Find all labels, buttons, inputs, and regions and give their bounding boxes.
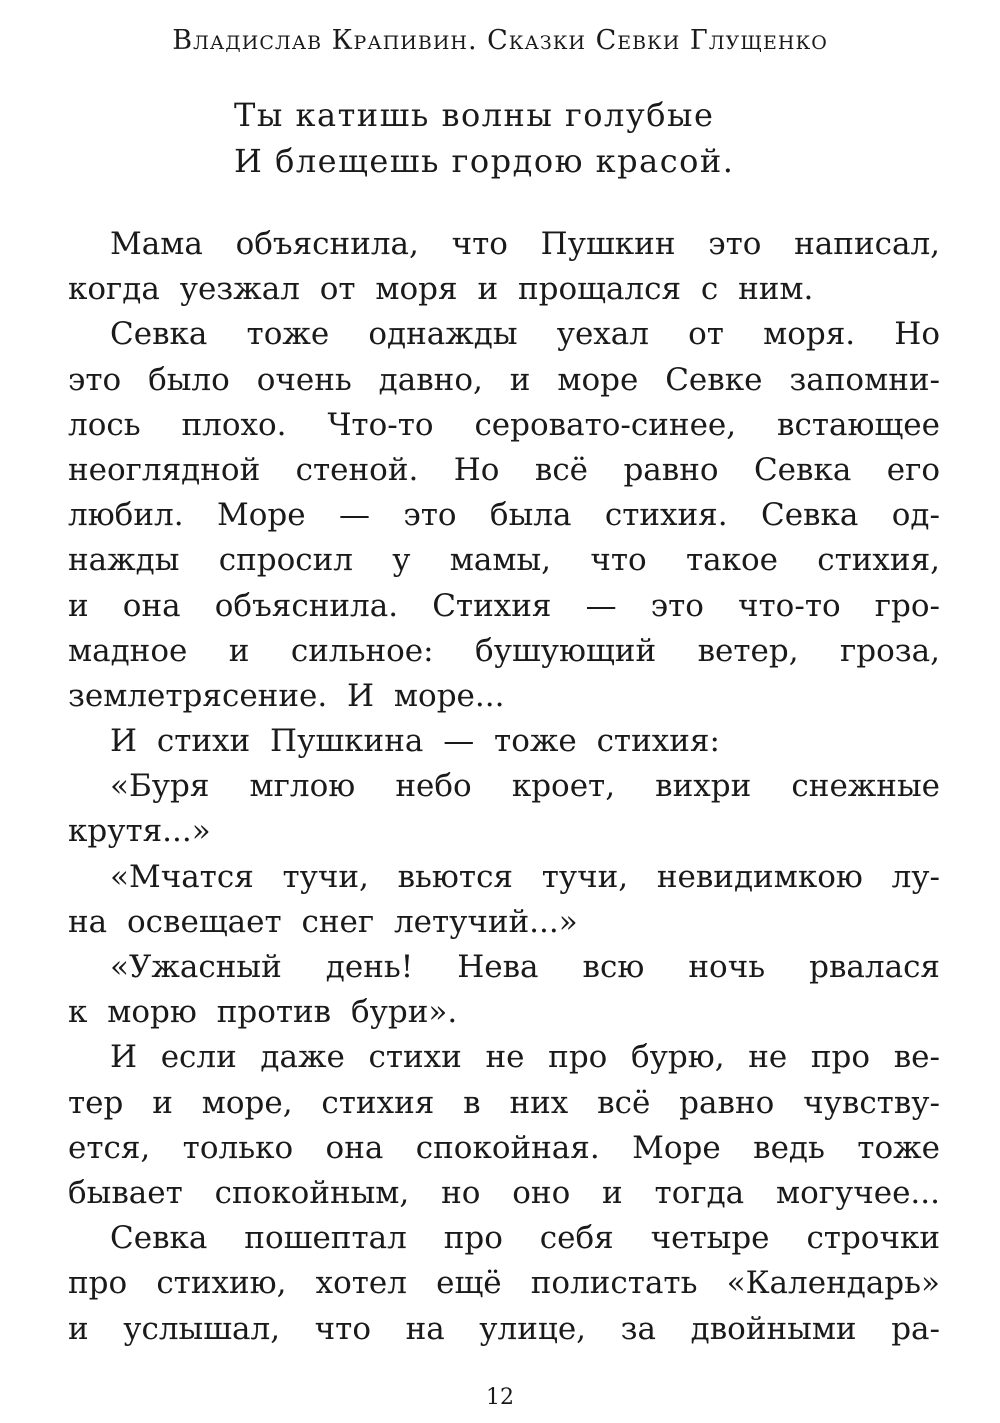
page-number: 12 [486, 1385, 514, 1410]
text-line: любил. Море — это была стихия. Севка од- [68, 497, 940, 534]
text-line: И если даже стихи не про бурю, не про ве- [110, 1039, 940, 1076]
text-line: на освещает снег летучий...» [68, 903, 578, 940]
running-head: Владислав Крапивин. Сказки Севки Глущенко [172, 25, 828, 56]
text-line: ется, только она спокойная. Море ведь тоже [68, 1129, 940, 1166]
text-line: неоглядной стеной. Но всё равно Севка его [68, 451, 940, 488]
poem-quote [234, 92, 734, 184]
text-line: землетрясение. И море... [68, 677, 505, 714]
text-line: «Буря мглою небо кроет, вихри снежные [110, 768, 940, 805]
text-line: Севка пошептал про себя четыре строчки [110, 1220, 940, 1257]
text-line: мадное и сильное: бушующий ветер, гроза, [68, 632, 940, 669]
text-line: И стихи Пушкина — тоже стихия: [110, 723, 720, 760]
text-line: крутя...» [68, 813, 211, 850]
text-line: Севка тоже однажды уехал от моря. Но [110, 316, 940, 353]
text-line: «Ужасный день! Нева всю ночь рвалася [110, 949, 940, 985]
text-line: это было очень давно, и море Севке запомни- [68, 361, 940, 398]
text-line: к морю против бури». [68, 994, 458, 1031]
text-line: про стихию, хотел ещё полистать «Календарь» [68, 1265, 940, 1302]
poem-line: Ты катишь волны голубые [234, 96, 715, 134]
text-line: «Мчатся тучи, вьются тучи, невидимкою лу- [110, 858, 940, 895]
text-line: тер и море, стихия в них всё равно чувству- [68, 1084, 940, 1121]
text-line: и услышал, что на улице, за двойными ра- [68, 1310, 940, 1347]
poem-line: И блещешь гордою красой. [234, 142, 735, 180]
text-line: нажды спросил у мамы, что такое стихия, [68, 542, 940, 579]
text-line: бывает спокойным, но оно и тогда могучее... [68, 1174, 940, 1211]
text-line: когда уезжал от моря и прощался с ним. [68, 271, 814, 308]
text-line: Мама объяснила, что Пушкин это написал, [110, 226, 940, 262]
body-text [68, 222, 940, 1352]
text-line: и она объяснила. Стихия — это что-то гро- [68, 587, 940, 624]
text-line: лось плохо. Что-то серовато-синее, встающее [68, 406, 940, 443]
